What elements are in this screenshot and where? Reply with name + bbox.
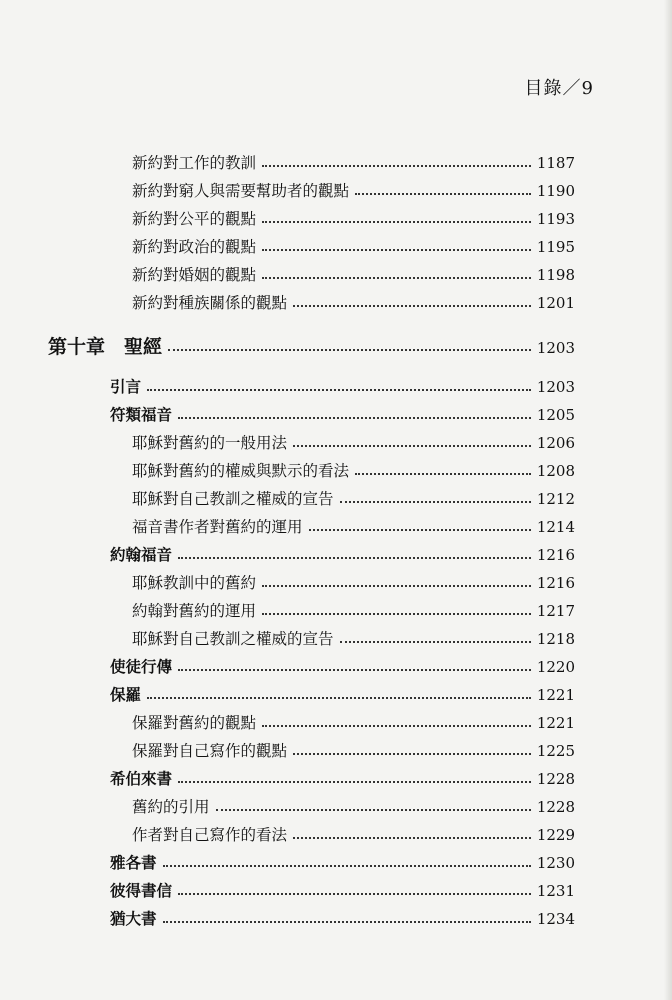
dot-leader [168, 349, 531, 351]
toc-entry-page: 1225 [536, 742, 575, 760]
toc-entry-title: 耶穌對自己教訓之權威的宣告 [132, 630, 334, 648]
toc-entry-page: 1212 [536, 490, 575, 508]
dot-leader [355, 193, 531, 195]
toc-entry [132, 514, 575, 540]
toc-entry-title: 保羅對舊約的觀點 [132, 714, 257, 732]
toc-entry [132, 794, 575, 820]
dot-leader [178, 417, 531, 419]
toc-section-page: 1203 [536, 378, 575, 396]
toc-entry-page: 1221 [536, 714, 575, 732]
toc-section-title: 引言 [110, 377, 142, 396]
toc-entry-page: 1187 [536, 154, 575, 172]
toc-entry-page: 1218 [536, 630, 575, 648]
dot-leader [293, 445, 531, 447]
dot-leader [262, 613, 531, 615]
toc-entry-page: 1214 [536, 518, 575, 536]
dot-leader [262, 221, 531, 223]
dot-leader [309, 529, 531, 531]
toc-section [110, 402, 575, 428]
toc-entry [132, 486, 575, 512]
toc-entry-page: 1229 [536, 826, 575, 844]
toc-entry-title: 新約對政治的觀點 [132, 238, 257, 256]
toc-entry-title: 新約對窮人與需要幫助者的觀點 [132, 182, 350, 200]
toc-section [110, 906, 575, 932]
toc-entry [132, 570, 575, 596]
dot-leader [262, 585, 531, 587]
toc-section [110, 766, 575, 792]
toc-entry-title: 耶穌對舊約的權威與默示的看法 [132, 462, 350, 480]
dot-leader [178, 669, 531, 671]
chapter-page: 1203 [536, 339, 575, 357]
toc-entry [132, 290, 575, 316]
toc-entry-page: 1190 [536, 182, 575, 200]
dot-leader [147, 697, 531, 699]
toc-section-title: 希伯來書 [110, 769, 173, 788]
running-head: 目錄／9 [524, 78, 594, 99]
toc-entry-title: 約翰對舊約的運用 [132, 602, 257, 620]
toc-section-title: 符類福音 [110, 405, 173, 424]
toc-entry [132, 458, 575, 484]
dot-leader [178, 781, 531, 783]
toc-entry-page: 1228 [536, 798, 575, 816]
toc-entry [132, 206, 575, 232]
toc-section-title: 約翰福音 [110, 545, 173, 564]
toc-section-page: 1234 [536, 910, 575, 928]
dot-leader [355, 473, 531, 475]
toc-entry-page: 1195 [536, 238, 575, 256]
toc-entry-page: 1201 [536, 294, 575, 312]
toc-section [110, 850, 575, 876]
chapter-title: 第十章 聖經 [48, 336, 163, 358]
toc-entry-page: 1206 [536, 434, 575, 452]
toc-section [110, 682, 575, 708]
toc-entry-title: 作者對自己寫作的看法 [132, 826, 288, 844]
toc-entry-page: 1217 [536, 602, 575, 620]
toc-entry-page: 1198 [536, 266, 575, 284]
toc-entry [132, 738, 575, 764]
toc-section-page: 1221 [536, 686, 575, 704]
dot-leader [293, 753, 531, 755]
dot-leader [262, 725, 531, 727]
dot-leader [293, 837, 531, 839]
toc-entry-title: 新約對工作的教訓 [132, 154, 257, 172]
toc-entry [132, 430, 575, 456]
toc-section-page: 1231 [536, 882, 575, 900]
toc-section [110, 542, 575, 568]
dot-leader [163, 865, 531, 867]
dot-leader [147, 389, 531, 391]
page-edge-shadow [664, 0, 672, 1000]
chapter-heading [48, 334, 575, 360]
toc-section-title: 彼得書信 [110, 881, 173, 900]
toc-entry [132, 598, 575, 624]
dot-leader [293, 305, 531, 307]
toc-section [110, 878, 575, 904]
toc-entry-title: 新約對公平的觀點 [132, 210, 257, 228]
toc-section-title: 雅各書 [110, 853, 157, 872]
dot-leader [262, 249, 531, 251]
toc-section [110, 374, 575, 400]
dot-leader [340, 641, 531, 643]
toc-entry-title: 耶穌對舊約的一般用法 [132, 434, 288, 452]
toc-section-title: 使徒行傳 [110, 657, 173, 676]
toc-entry [132, 822, 575, 848]
toc-section-page: 1205 [536, 406, 575, 424]
toc-section-page: 1216 [536, 546, 575, 564]
toc-entry [132, 178, 575, 204]
toc-entry-title: 耶穌對自己教訓之權威的宣告 [132, 490, 334, 508]
toc-section-page: 1230 [536, 854, 575, 872]
toc-entry [132, 234, 575, 260]
toc-entry-page: 1193 [536, 210, 575, 228]
toc-section-title: 保羅 [110, 685, 142, 704]
toc-entry [132, 150, 575, 176]
toc-section-page: 1228 [536, 770, 575, 788]
toc-entry [132, 710, 575, 736]
toc-entry-title: 福音書作者對舊約的運用 [132, 518, 303, 536]
dot-leader [262, 165, 531, 167]
toc-entry-page: 1216 [536, 574, 575, 592]
dot-leader [340, 501, 531, 503]
toc-entry [132, 626, 575, 652]
toc-section [110, 654, 575, 680]
toc-entry [132, 262, 575, 288]
toc-entry-title: 新約對種族關係的觀點 [132, 294, 288, 312]
toc-entry-title: 保羅對自己寫作的觀點 [132, 742, 288, 760]
dot-leader [216, 809, 531, 811]
dot-leader [163, 921, 531, 923]
toc-entry-title: 新約對婚姻的觀點 [132, 266, 257, 284]
toc-entry-page: 1208 [536, 462, 575, 480]
toc-section-page: 1220 [536, 658, 575, 676]
toc-entry-title: 耶穌教訓中的舊約 [132, 574, 257, 592]
toc-entry-title: 舊約的引用 [132, 798, 210, 816]
dot-leader [262, 277, 531, 279]
dot-leader [178, 557, 531, 559]
toc-section-title: 猶大書 [110, 909, 157, 928]
dot-leader [178, 893, 531, 895]
